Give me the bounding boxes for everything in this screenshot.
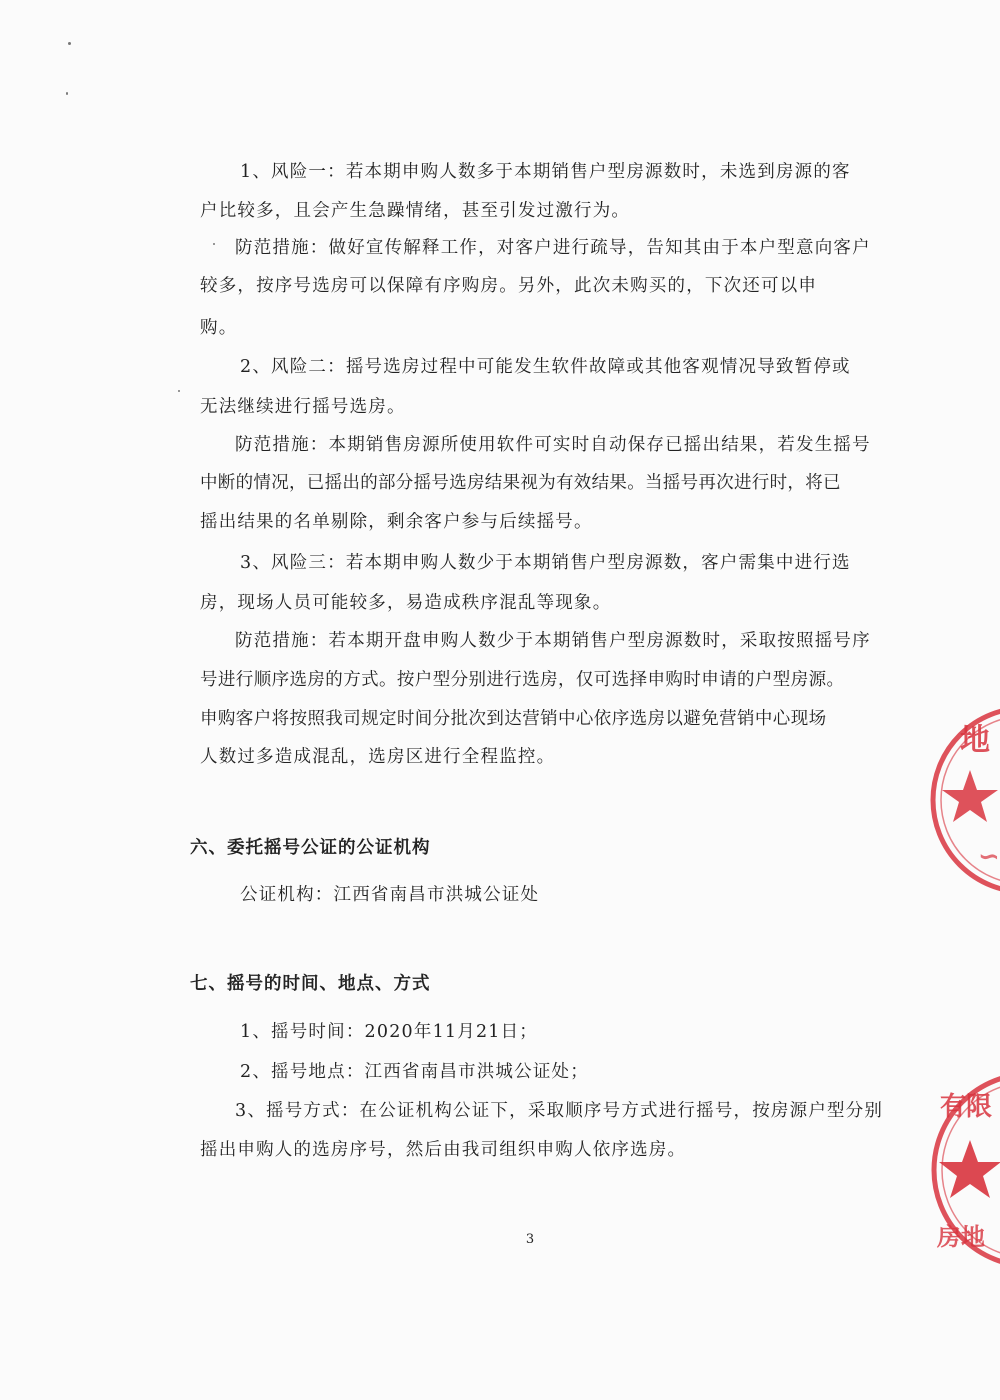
seal-lower-svg — [925, 1065, 1000, 1275]
scan-speck — [178, 390, 180, 392]
risk2-line2: 无法继续进行摇号选房。 — [200, 397, 406, 417]
risk1-line2: 户比较多，且会产生急躁情绪，甚至引发过激行为。 — [200, 201, 631, 221]
scan-speck — [68, 42, 71, 45]
risk2-measure-line1: 防范措施：本期销售房源所使用软件可实时自动保存已摇出结果，若发生摇号 — [235, 435, 871, 455]
risk1-line1: 1、风险一：若本期申购人数多于本期销售户型房源数时，未选到房源的客 — [240, 162, 851, 182]
section7-item1: 1、摇号时间：2020年11月21日； — [240, 1022, 539, 1042]
seal-lower-bottom-text: 房地 — [937, 1223, 985, 1251]
risk3-measure-line4: 人数过多造成混乱，选房区进行全程监控。 — [200, 747, 556, 767]
risk3-measure-line2: 号进行顺序选房的方式。按户型分别进行选房，仅可选择申购时申请的户型房源。 — [200, 670, 845, 690]
risk2-line1: 2、风险二：摇号选房过程中可能发生软件故障或其他客观情况导致暂停或 — [240, 357, 851, 377]
section7-item3-line1: 3、摇号方式：在公证机构公证下，采取顺序号方式进行摇号，按房源户型分别 — [235, 1101, 884, 1121]
svg-text:∽: ∽ — [978, 842, 1000, 872]
page-number: 3 — [525, 1232, 535, 1247]
risk3-measure-line3: 申购客户将按照我司规定时间分批次到达营销中心依序选房以避免营销中心现场 — [200, 709, 827, 729]
risk3-measure-line1: 防范措施：若本期开盘申购人数少于本期销售户型房源数时，采取按照摇号序 — [235, 631, 871, 651]
section7-item2: 2、摇号地点：江西省南昌市洪城公证处； — [240, 1062, 589, 1082]
section7-item3-line2: 摇出申购人的选房序号，然后由我司组织申购人依序选房。 — [200, 1140, 687, 1160]
scan-speck — [213, 243, 215, 245]
risk1-measure-line1: 防范措施：做好宣传解释工作，对客户进行疏导，告知其由于本户型意向客户 — [235, 238, 871, 258]
risk1-measure-line2: 较多，按序号选房可以保障有序购房。另外，此次未购买的，下次还可以申 — [200, 276, 818, 296]
company-seal-upper — [920, 700, 1000, 900]
seal-upper-text: 地 — [960, 723, 990, 758]
section6-heading: 六、委托摇号公证的公证机构 — [190, 838, 431, 858]
section6-body: 公证机构：江西省南昌市洪城公证处 — [240, 885, 540, 905]
section7-heading: 七、摇号的时间、地点、方式 — [190, 974, 431, 994]
risk3-line2: 房，现场人员可能较多，易造成秩序混乱等现象。 — [200, 593, 612, 613]
company-seal-lower — [925, 1065, 1000, 1275]
seal-lower-top-text: 有限 — [940, 1092, 993, 1122]
seal-upper-svg — [920, 700, 1000, 900]
scan-speck — [66, 92, 68, 95]
risk2-measure-line2: 中断的情况，已摇出的部分摇号选房结果视为有效结果。当摇号再次进行时，将已 — [200, 473, 841, 493]
risk2-measure-line3: 摇出结果的名单剔除，剩余客户参与后续摇号。 — [200, 512, 593, 532]
risk3-line1: 3、风险三：若本期申购人数少于本期销售户型房源数，客户需集中进行选 — [240, 553, 851, 573]
risk1-measure-line3: 购。 — [200, 318, 238, 338]
